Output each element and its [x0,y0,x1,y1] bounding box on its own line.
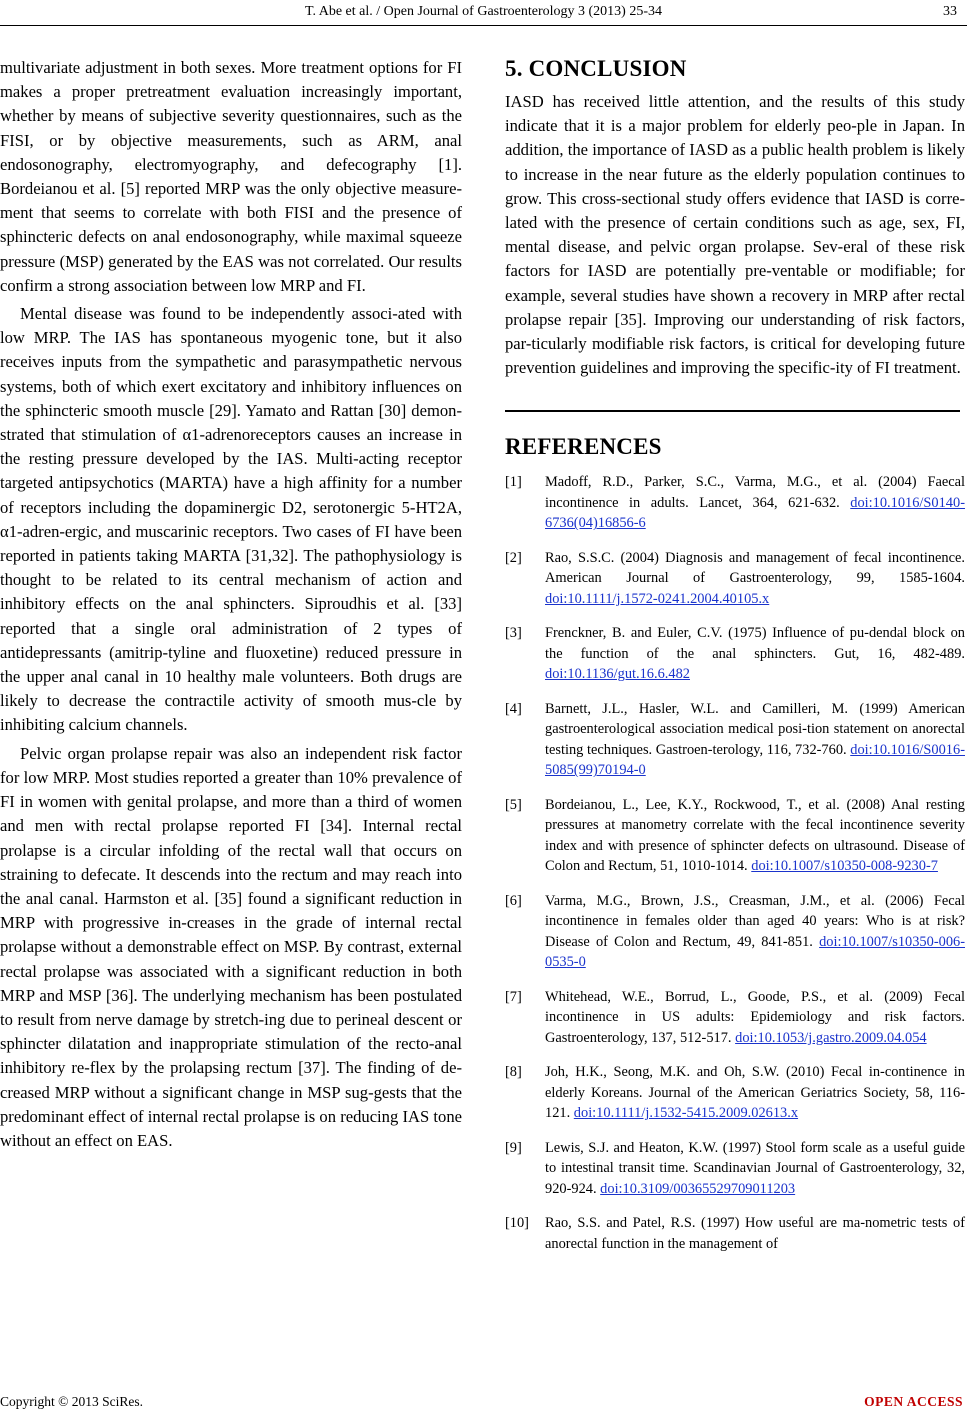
reference-number: [1] [505,474,522,491]
reference-number: [7] [505,988,522,1005]
reference-number: [8] [505,1064,522,1081]
reference-citation: Frenckner, B. and Euler, C.V. (1975) Influence of pu-dendal block on the function of the anal sphincters. Gut, 16, 482-489. [545,625,965,662]
reference-text [545,795,965,877]
reference-citation: Barnett, J.L., Hasler, W.L. and Camilleri, M. (1999) American gastroenterological association medical posi-tion statement on anorectal testing techniques. Gastroen-terology, 116, 732-760. [545,700,965,758]
reference-number: [5] [505,796,522,813]
doi-link[interactable]: doi:10.1053/j.gastro.2009.04.054 [735,1029,927,1046]
reference-item [505,699,965,781]
reference-citation: Bordeianou, L., Lee, K.Y., Rockwood, T., et al. (2008) Anal resting pressures at manometry correlate with the fecal incontinence severity index and with presence of sphincter defects on ultrasound. Disease of Colon and Rectum, 51, 1010-1014. [545,796,965,875]
reference-number: [6] [505,892,522,909]
doi-link[interactable]: doi:10.1016/S0140-6736(04)16856-6 [545,494,965,532]
copyright-notice: Copyright © 2013 SciRes. [0,1394,144,1409]
doi-link[interactable]: doi:10.1111/j.1532-5415.2009.02613.x [573,1105,799,1122]
reference-list [505,472,965,1254]
reference-number: [9] [505,1139,522,1156]
reference-text [545,623,965,685]
reference-number: [3] [505,625,522,642]
reference-citation: Lewis, S.J. and Heaton, K.W. (1997) Stool form scale as a useful guide to intestinal transit time. Scandinavian Journal of Gastroenterology, 32, 920-924. [545,1139,965,1197]
reference-number: [4] [505,700,522,717]
reference-text [545,548,965,610]
open-access-label: OPEN ACCESS [864,1394,963,1409]
header-rule [0,25,967,26]
reference-item [505,1213,965,1254]
reference-item [505,1138,965,1200]
section-rule [505,410,960,412]
reference-text [545,1138,965,1200]
reference-item [505,891,965,973]
paragraph-2: Mental disease was found to be independently associ-ated with low MRP. The IAS has spontaneous myogenic tone, but it also receives inputs from the sympathetic and parasympathetic nervous systems, both of which exert excitatory and inhibitory influences on the sphincteric smooth muscle [29]. Yamato and Rattan [30] demon-strated that stimulation of α1-adrenoreceptors causes an increase in the resting pressure developed by the IAS. Multi-acting receptor targeted antipsychotics (MARTA) have a high affinity for a number of receptors including the dopaminergic D2, serotonergic 5-HT2A, α1-adren-ergic, and muscarinic receptors. Two cases of FI have been reported in patients taking MARTA [31,32]. The pathophysiology is thought to be related to its central mechanism of action and inhibitory effects on the anal sphincters. Siproudhis et al. [33] reported that a single oral administration of 2 types of antidepressants (amitrip-tyline and fluoxetine) reduced pressure in the upper anal canal in 10 healthy male volunteers. Both drugs are likely to decrease the contractile activity of smooth mus-cle by inhibiting calcium channels. [0,304,462,735]
reference-item [505,987,965,1049]
conclusion-heading: 5. CONCLUSION [505,56,687,81]
reference-text [545,699,965,781]
right-column [505,56,965,1268]
paragraph-3: Pelvic organ prolapse repair was also an independent risk factor for low MRP. Most studies reported a greater than 10% prevalence of FI in women with genital prolapse, and more than a third of women and men with rectal prolapse reported FI [34]. Internal rectal prolapse is a circular infolding of the rectal wall that occurs on straining to defecate. It descends into the rectum and may reach into the anal canal. Harmston et al. [35] found a significant reduction in MRP with progressive in-creases in the grade of internal rectal prolapse without a demonstrable effect on MSP. By contrast, external rectal prolapse was associated with a significant reduction in both MRP and MSP [36]. The underlying mechanism has been postulated to result from nerve damage by stretch-ing due to perineal descent or sphincter dilatation and inappropriate stimulation of the recto-anal inhibitory re-flex by the prolapsing rectum [37]. The finding of de-creased MRP without a significant change in MSP sug-gests that the predominant effect of internal rectal prolapse is on reducing IAS tone without an effect on EAS. [0,743,462,1150]
reference-item [505,623,965,685]
reference-citation: Rao, S.S. and Patel, R.S. (1997) How useful are ma-nometric tests of anorectal function in the management of [545,1215,965,1252]
running-title: T. Abe et al. / Open Journal of Gastroenterology 3 (2013) 25-34 [304,4,663,19]
running-header [0,2,967,24]
page-number: 33 [943,4,957,19]
reference-citation: Rao, S.S.C. (2004) Diagnosis and management of fecal incontinence. American Journal of Gastroenterology, 99, 1585-1604. [545,549,965,587]
reference-citation: Joh, H.K., Seong, M.K. and Oh, S.W. (2010) Fecal in-continence in elderly Koreans. Journal of the American Geriatrics Society, 58, 116-121. [545,1064,965,1122]
reference-text [545,987,965,1049]
reference-citation: Madoff, R.D., Parker, S.C., Varma, M.G., et al. (2004) Faecal incontinence in adults. Lancet, 364, 621-632. [545,474,965,511]
doi-link[interactable]: doi:10.1007/s10350-008-9230-7 [751,858,938,875]
reference-citation: Whitehead, W.E., Borrud, L., Goode, P.S., et al. (2009) Fecal incontinence in US adults: Epidemiology and risk factors. Gastroenterology, 137, 512-517. [545,988,965,1046]
conclusion-text: IASD has received little attention, and the results of this study indicate that it is a major problem for elderly peo-ple in Japan. In addition, the importance of IASD as a public health problem is likely to increase in the near future as the elderly population continues to grow. This cross-sectional study offers evidence that IASD is corre-lated with the presence of certain conditions such as age, sex, FI, mental disease, and pelvic organ prolapse. Sev-eral of these risk factors for IASD are potentially pre-ventable or modifiable; for example, several studies have shown a recovery in MRP after rectal prolapse repair [35]. Improving our understanding of risk factors, par-ticularly modifiable risk factors, is critical for developing future prevention guidelines and improving the specific-ity of FI treatment. [505,92,965,378]
reference-text [545,472,965,534]
doi-link[interactable]: doi:10.3109/00365529709011203 [600,1180,796,1197]
reference-number: [2] [505,549,522,566]
reference-text [545,891,965,973]
reference-item [505,1062,965,1124]
reference-citation: Varma, M.G., Brown, J.S., Creasman, J.M., et al. (2006) Fecal incontinence in females older than aged 40 years: Who is at risk? Disease of Colon and Rectum, 49, 841-851. [545,892,965,950]
paragraph-1: multivariate adjustment in both sexes. More treatment options for FI makes a proper pretreatment evaluation increasingly important, whether by means of subjective severity questionnaires, such as the FISI, or by objective measurements, such as ARM, anal endosonography, electromyography, and defecography [1]. Bordeianou et al. [5] reported MRP was the only objective measure-ment that seems to correlate with both FISI and the presence of sphincteric defects on anal endosonography, while maximal squeeze pressure (MSP) generated by the EAS was not correlated. Our results confirm a strong association between low MRP and FI. [0,58,462,295]
reference-item [505,472,965,534]
reference-item [505,548,965,610]
reference-text [545,1062,965,1124]
references-heading: REFERENCES [505,434,662,460]
left-column [0,56,462,1153]
doi-link[interactable]: doi:10.1111/j.1572-0241.2004.40105.x [545,590,770,607]
reference-text [545,1213,965,1254]
reference-item [505,795,965,877]
doi-link[interactable]: doi:10.1016/S0016-5085(99)70194-0 [545,741,965,779]
doi-link[interactable]: doi:10.1007/s10350-006-0535-0 [545,933,965,971]
doi-link[interactable]: doi:10.1136/gut.16.6.482 [545,666,690,683]
reference-number: [10] [505,1215,529,1232]
